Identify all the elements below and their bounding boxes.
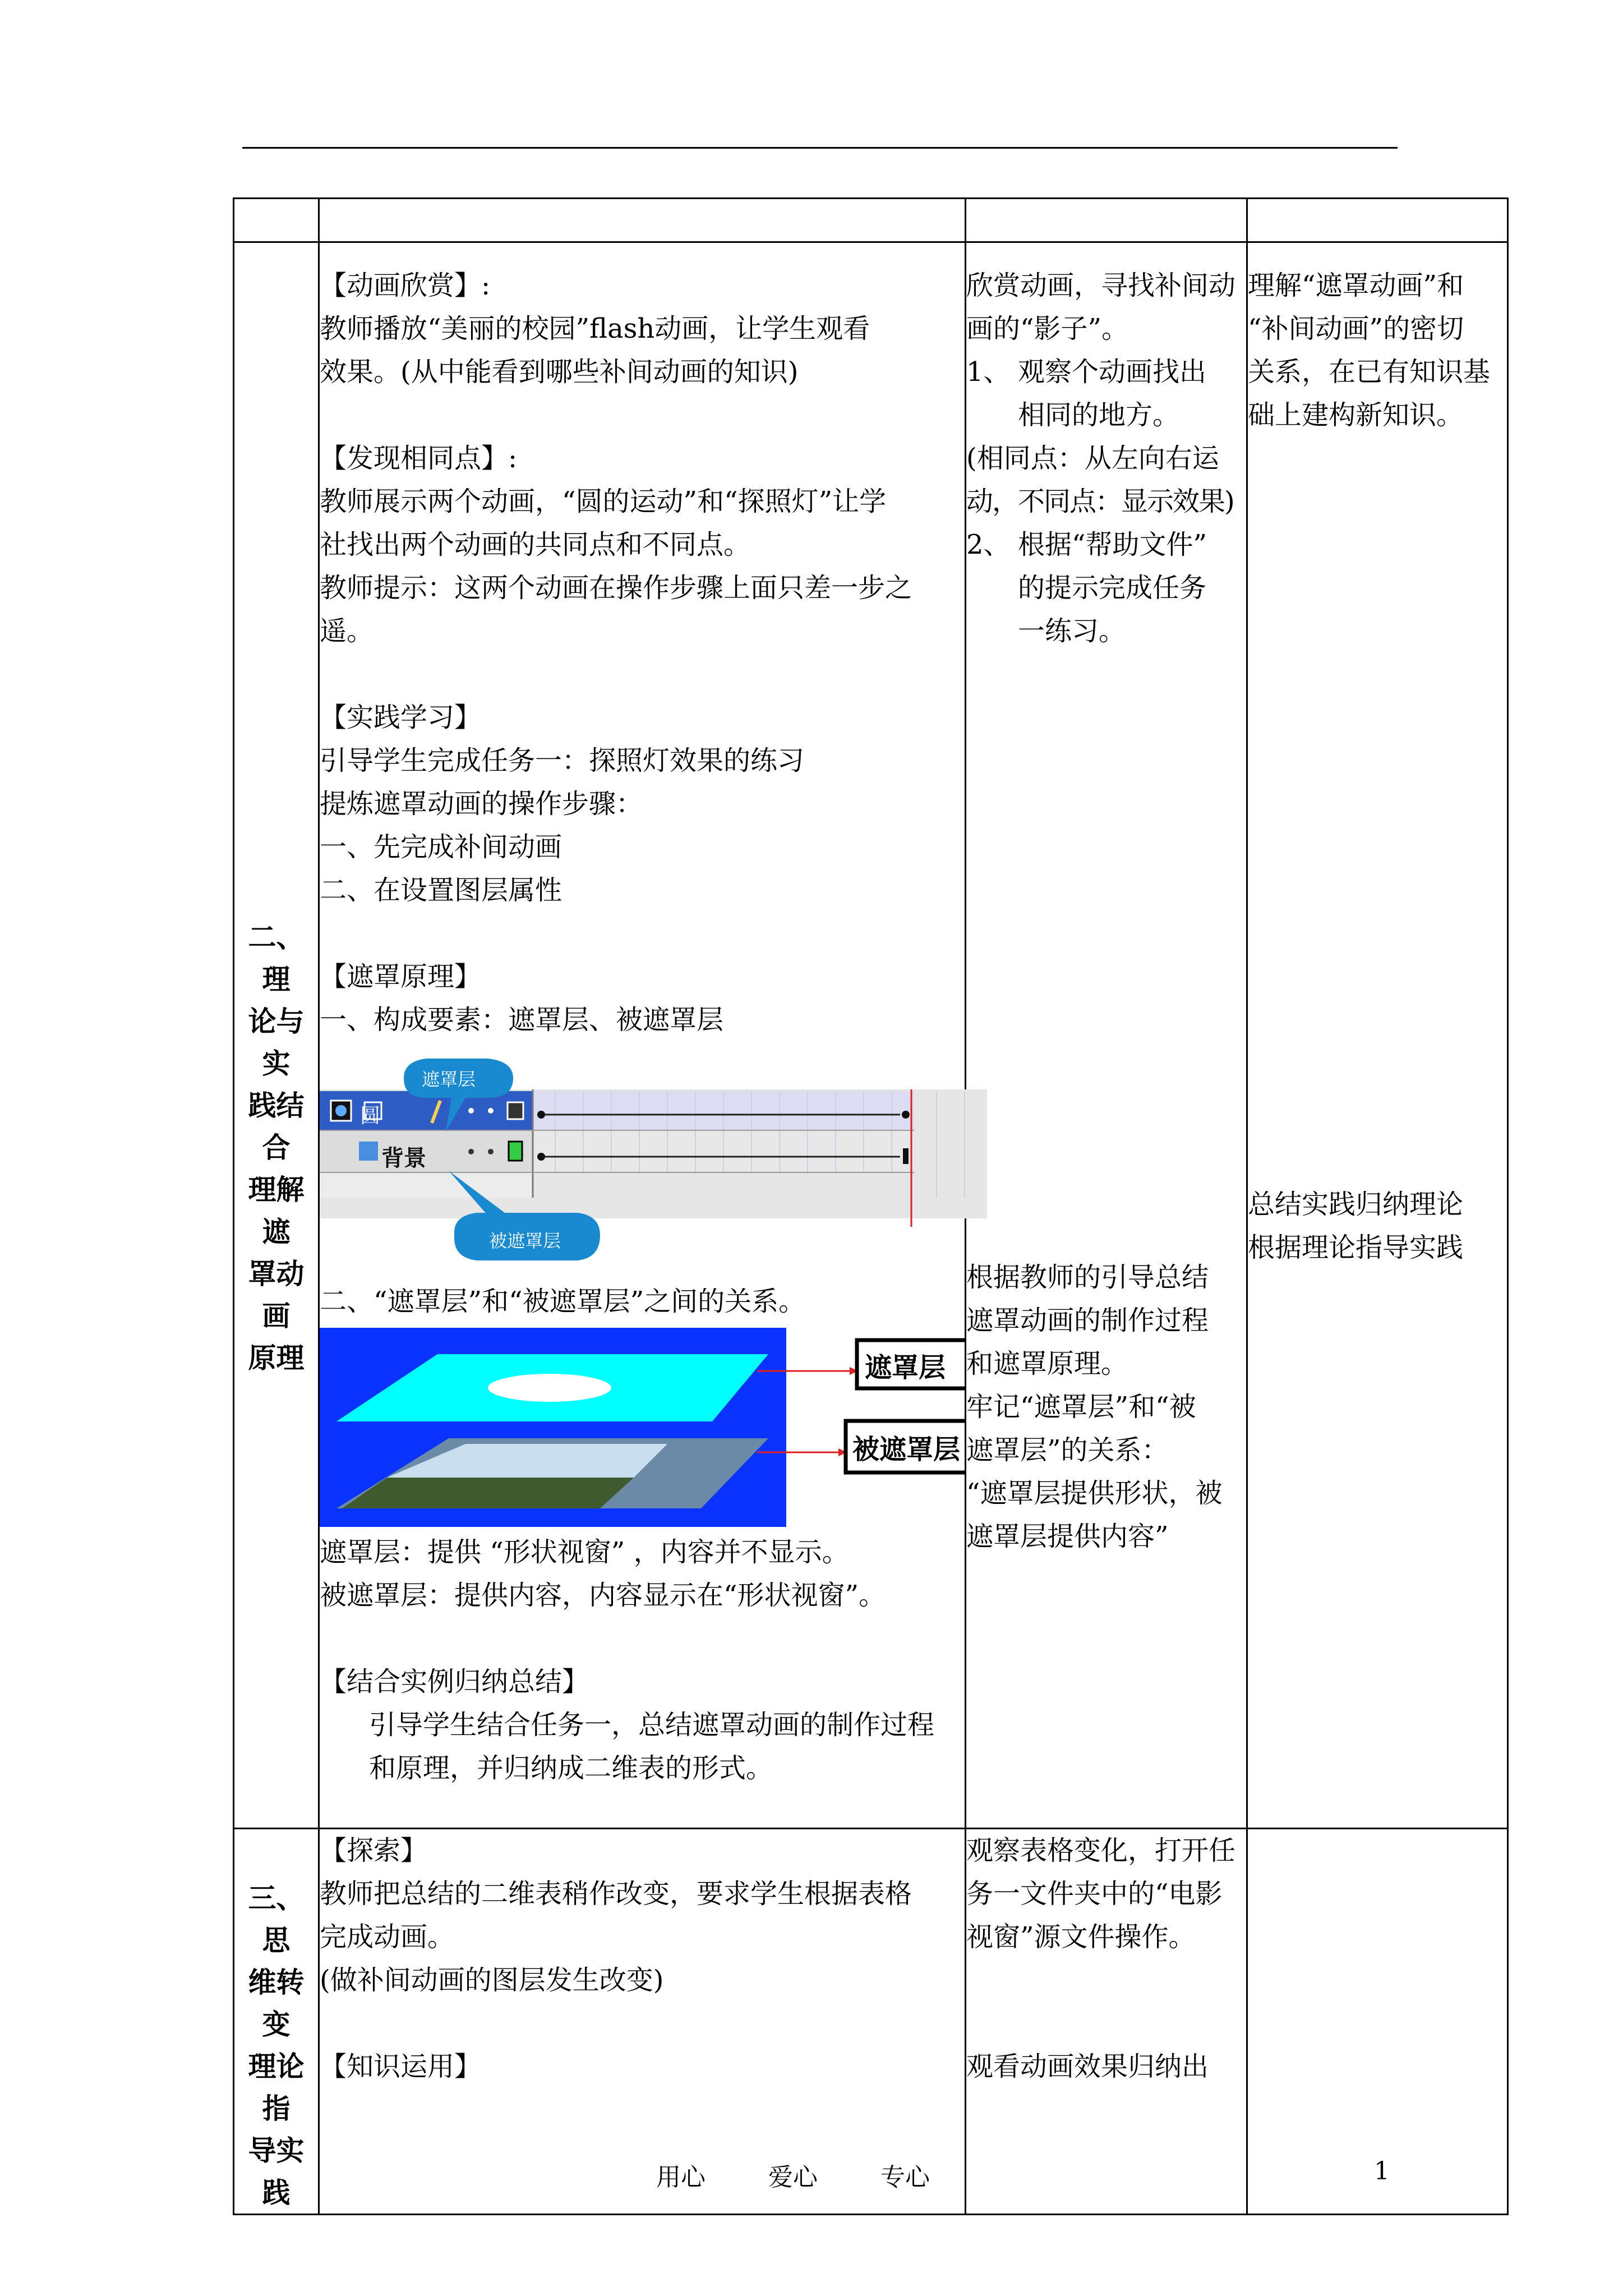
heading-summary: 【结合实例归纳总结】 bbox=[320, 1666, 589, 1697]
student-activity-cell: 欣赏动画，寻找补间动 画的“影子”。 1、 观察个动画找出 相同的地方。 (相同点：从左向右运 动，不同点：显示效果) 2、 根据“帮助文件” 的提示完成任务 一练习。 根据教师的引导总结 遮罩动画的制作过程 和遮罩原理。 牢记“遮罩层”和“被 遮罩层”的关系： “遮罩层提供形状，被 遮罩层提供内容” bbox=[966, 242, 1247, 1829]
teacher-activity-cell: 【探索】 教师把总结的二维表稍作改变，要求学生根据表格 完成动画。 (做补间动画的图层发生改变) 【知识运用】 bbox=[319, 1829, 966, 2215]
callout-masked-layer: 被遮罩层 bbox=[489, 1230, 561, 1251]
heading-explore: 【探索】 bbox=[320, 1835, 428, 1866]
header-rule bbox=[242, 147, 1398, 149]
relation-line: 二、“遮罩层”和“被遮罩层”之间的关系。 bbox=[320, 1286, 806, 1317]
section-label: 二、理 论与实 践结合 理解遮 罩动画 原理 bbox=[248, 921, 305, 1374]
heading-appreciate: 【动画欣赏】: bbox=[320, 270, 491, 301]
timeline-figure bbox=[320, 1042, 965, 1280]
footer-mid: 爱心 bbox=[768, 2163, 818, 2192]
heading-principle: 【遮罩原理】 bbox=[320, 961, 482, 992]
section-label-cell bbox=[234, 242, 319, 1829]
footer-right: 专心 bbox=[880, 2163, 930, 2192]
section-row-thinking-shift bbox=[234, 1829, 1508, 2215]
mask-diagram bbox=[320, 1323, 965, 1531]
layer-name-circle: 圆 bbox=[360, 1105, 381, 1128]
lesson-table bbox=[233, 197, 1509, 2215]
section-label-cell bbox=[234, 1829, 319, 2215]
diagram-label-masked: 被遮罩层 bbox=[852, 1434, 961, 1465]
layer-name-background: 背景 bbox=[381, 1145, 426, 1171]
heading-practice: 【实践学习】 bbox=[320, 702, 482, 733]
callout-mask-layer: 遮罩层 bbox=[422, 1069, 476, 1090]
heading-apply: 【知识运用】 bbox=[320, 2051, 482, 2082]
section-row-theory-practice bbox=[234, 242, 1508, 1829]
student-item-2: 2、 根据“帮助文件” bbox=[966, 529, 1207, 560]
section-label: 三、思 维转变 理论指 导实践 bbox=[248, 1881, 305, 2209]
student-activity-cell: 观察表格变化，打开任 务一文件夹中的“电影 视窗”源文件操作。 观看动画效果归纳出 bbox=[966, 1829, 1247, 2215]
design-intent-cell: 理解“遮罩动画”和 “补间动画”的密切 关系，在已有知识基 础上建构新知识。 总结实践归纳理论 根据理论指导实践 bbox=[1247, 242, 1508, 1829]
student-item-1: 1、 观察个动画找出 bbox=[966, 356, 1207, 388]
page-number: 1 bbox=[1374, 2157, 1390, 2185]
heading-similar: 【发现相同点】: bbox=[320, 443, 518, 474]
diagram-label-mask: 遮罩层 bbox=[865, 1352, 946, 1383]
table-header-row bbox=[234, 199, 1508, 242]
teacher-activity-cell: 【动画欣赏】: 教师播放“美丽的校园”flash动画，让学生观看 效果。(从中能看到哪些补间动画的知识) 【发现相同点】: 教师展示两个动画，“圆的运动”和“探照灯”让学 社找出两个动画的共同点和不同点。 教师提示：这两个动画在操作步骤上面只差一步之 遥。 【实践学习】 引导学生完成任务一：探照灯效果的练习 提炼遮罩动画的操作步骤： 一、先完成补间动画 二、在设置图层属性 【遮罩原理】 一、构成要素：遮罩层、被遮罩层 遮罩层 被遮罩层 圆 背景 二、“遮罩层”和“被遮罩层”之间的关系。 遮罩层 被遮罩层 遮罩层：提供 “形状视窗” ，内容并不显示。 被遮罩层：提供内容，内容显示在“形状视窗”。 【结合实例归纳总结】 引导学生结合任务一，总结遮罩动画的制作过程 和原理，并归纳成二维表的形式。 bbox=[319, 242, 966, 1829]
footer-left: 用心 bbox=[656, 2163, 706, 2192]
